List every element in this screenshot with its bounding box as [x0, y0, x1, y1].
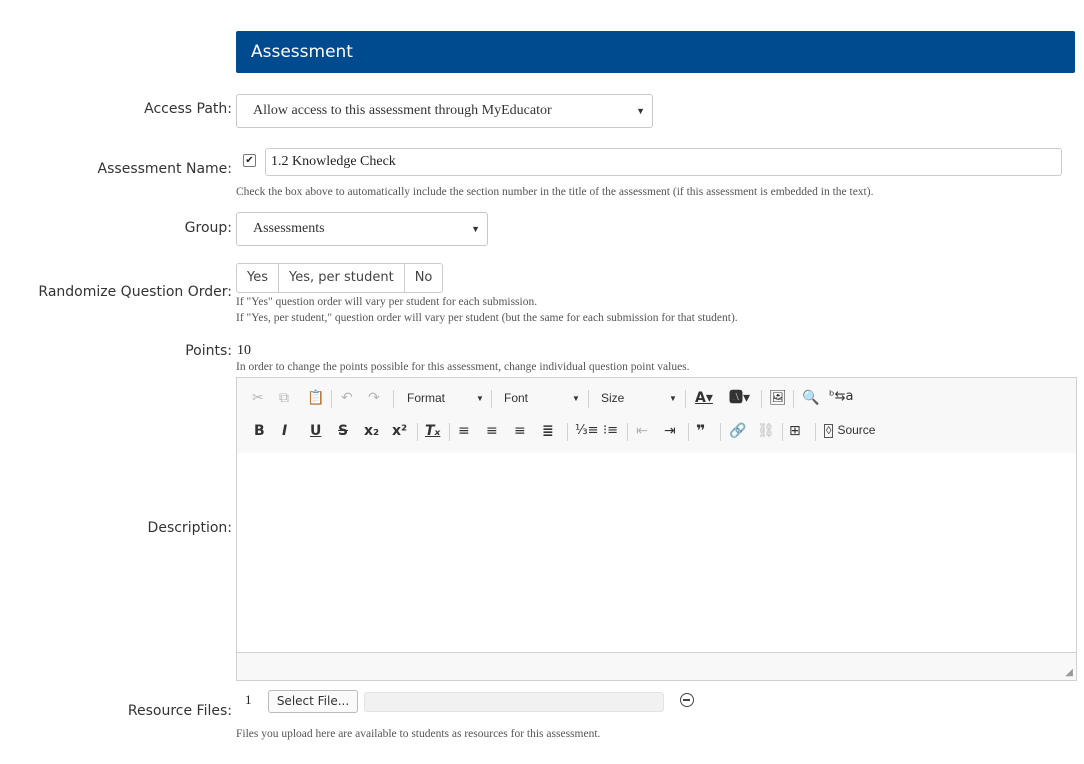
justify-icon[interactable]: ≣ [542, 423, 554, 439]
assessment-name-value: 1.2 Knowledge Check [271, 154, 396, 169]
points-help: In order to change the points possible for this assessment, change individual question point values. [236, 361, 690, 373]
decrease-indent-icon[interactable]: ⇤ [636, 423, 648, 439]
select-file-button[interactable]: Select File... [268, 690, 358, 713]
randomize-no-button[interactable]: No [404, 263, 444, 293]
file-name-field [364, 692, 664, 712]
size-dropdown-label: Size [601, 391, 625, 405]
image-icon[interactable]: 🖼 [769, 390, 787, 406]
subscript-icon[interactable]: x₂ [364, 423, 380, 439]
editor-content-area[interactable] [237, 453, 1076, 653]
font-dropdown[interactable] [504, 391, 582, 405]
randomize-help-1: If "Yes" question order will vary per student for each submission. [236, 296, 538, 308]
increase-indent-icon[interactable]: ⇥ [664, 423, 676, 439]
align-left-icon[interactable]: ≡ [458, 423, 470, 439]
format-dropdown[interactable] [407, 391, 485, 405]
source-button[interactable] [824, 423, 875, 437]
find-icon[interactable]: 🔍 [802, 390, 820, 406]
group-label: Group: [184, 220, 232, 236]
access-path-label: Access Path: [144, 101, 232, 117]
randomize-button-group [236, 263, 443, 293]
section-header [236, 31, 1075, 73]
bulleted-list-icon[interactable]: ⁝≡ [603, 423, 619, 438]
chevron-down-icon: ▼ [471, 224, 480, 234]
points-value: 10 [237, 343, 251, 358]
description-editor [236, 377, 1077, 681]
section-title: Assessment [251, 42, 353, 62]
link-icon[interactable]: 🔗 [729, 423, 747, 439]
resource-files-help: Files you upload here are available to students as resources for this assessment. [236, 728, 601, 740]
assessment-name-input[interactable] [265, 148, 1062, 176]
align-center-icon[interactable]: ≡ [486, 423, 498, 439]
size-dropdown[interactable] [601, 391, 679, 405]
numbered-list-icon[interactable]: ⅓≡ [575, 423, 599, 438]
align-right-icon[interactable]: ≡ [514, 423, 526, 439]
chevron-down-icon: ▼ [669, 394, 677, 403]
font-dropdown-label: Font [504, 391, 529, 405]
underline-icon[interactable]: U [310, 423, 322, 439]
randomize-label: Randomize Question Order: [38, 284, 232, 300]
access-path-select[interactable] [236, 94, 653, 128]
cut-icon[interactable]: ✂ [252, 390, 264, 406]
chevron-down-icon: ▼ [476, 394, 484, 403]
text-color-icon[interactable]: A▾ [695, 390, 713, 406]
chevron-down-icon: ▼ [572, 394, 580, 403]
remove-file-icon[interactable] [680, 693, 694, 707]
resize-handle-icon[interactable]: ◢ [1065, 667, 1073, 678]
resource-index: 1 [245, 692, 252, 707]
redo-icon[interactable]: ↷ [368, 390, 380, 406]
copy-icon[interactable]: ⧉ [279, 390, 289, 406]
superscript-icon[interactable]: x² [392, 423, 408, 439]
assessment-name-label: Assessment Name: [97, 161, 232, 177]
format-dropdown-label: Format [407, 391, 446, 405]
randomize-yes-button[interactable]: Yes [236, 263, 279, 293]
blockquote-icon[interactable]: ❞ [696, 421, 706, 440]
remove-format-icon[interactable]: Tₓ [425, 423, 441, 439]
bold-icon[interactable]: B [254, 423, 265, 439]
group-value: Assessments [253, 221, 325, 236]
include-section-number-checkbox[interactable]: ✔ [243, 154, 256, 167]
paste-icon[interactable]: 📋 [307, 390, 325, 406]
undo-icon[interactable]: ↶ [341, 390, 353, 406]
points-label: Points: [185, 343, 232, 359]
randomize-help-2: If "Yes, per student," question order will vary per student (but the same for each submission for that student). [236, 312, 738, 324]
italic-icon[interactable]: I [282, 423, 288, 439]
group-select[interactable] [236, 212, 488, 246]
unlink-icon[interactable]: ⛓ [757, 423, 775, 439]
replace-icon[interactable]: ᵇ⇆a [829, 389, 854, 404]
assessment-name-help: Check the box above to automatically include the section number in the title of the assessment (if this assessment is embedded in the text). [236, 186, 874, 198]
randomize-yes-per-student-button[interactable]: Yes, per student [278, 263, 405, 293]
source-label: Source [837, 423, 876, 437]
strikethrough-icon[interactable]: S [338, 423, 349, 439]
description-label: Description: [147, 520, 232, 536]
resource-files-label: Resource Files: [127, 703, 232, 719]
table-icon[interactable]: ⊞ [789, 423, 801, 439]
source-icon: ◊ [826, 425, 832, 437]
chevron-down-icon: ▼ [636, 106, 645, 116]
editor-toolbar [237, 378, 1076, 454]
access-path-value: Allow access to this assessment through MyEducator [253, 103, 552, 118]
editor-footer [237, 652, 1076, 680]
background-color-icon[interactable]: 🅰▾ [729, 390, 751, 406]
